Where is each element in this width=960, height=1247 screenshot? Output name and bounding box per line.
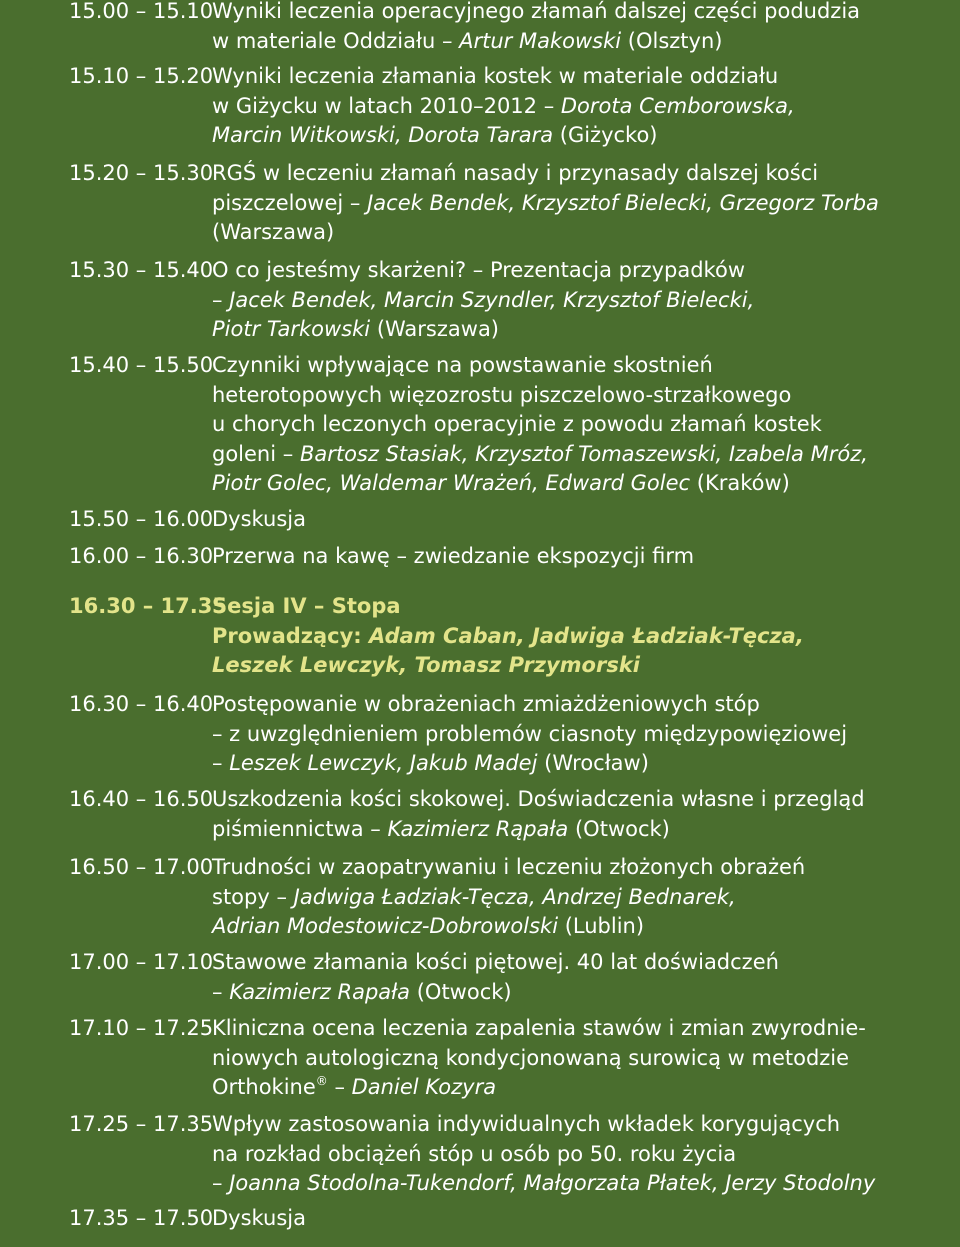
time-slot: 17.35 – 17.50 [69,1206,214,1230]
description-line [212,410,952,440]
description-line [212,542,952,572]
text-segment: (Otwock) [410,979,512,1004]
registered-mark: ® [315,1074,328,1088]
text-segment: (Kraków) [690,471,790,495]
description-line [212,218,952,248]
description-line [212,592,952,622]
author-names: Jadwiga Ładziak-Tęcza, Andrzej Bednarek, [293,884,736,909]
item-description [212,351,952,499]
text-segment: (Olsztyn) [621,28,723,53]
item-description [212,1014,952,1103]
description-line [212,1140,952,1170]
text-segment: – z uwzględnieniem problemów ciasnoty międzypowięziowej [212,721,848,746]
text-segment: – [327,1075,352,1099]
text-segment: Dyskusja [212,1206,307,1230]
description-line [212,749,952,779]
item-description [212,0,952,56]
description-line [212,1204,952,1234]
text-segment: Czynniki wpływające na powstawanie skostnień [212,353,713,377]
description-line [212,690,952,720]
author-names: Adam Caban, Jadwiga Ładziak-Tęcza, [369,623,804,648]
time-slot: 16.00 – 16.30 [69,544,214,568]
text-segment: w Giżycku w latach 2010–2012 – [212,93,561,118]
description-line [212,440,952,470]
author-names: Kazimierz Rąpała [387,816,569,841]
item-description [212,948,952,1007]
time-slot: 17.25 – 17.35 [69,1112,214,1136]
text-segment: w materiale Oddziału – [212,28,460,53]
description-line [212,1073,952,1103]
item-description [212,785,952,844]
text-segment: (Lublin) [558,914,645,938]
item-description [212,256,952,345]
description-line [212,92,952,122]
time-slot: 16.30 – 17.35 [69,594,227,618]
text-segment: – [212,287,230,312]
item-description [212,690,952,779]
description-line [212,62,952,92]
text-segment: Kliniczna ocena leczenia zapalenia stawów i zmian zwyrodnie- [212,1016,866,1040]
text-segment: (Warszawa) [370,317,500,341]
description-line [212,189,952,219]
item-description [212,159,952,248]
text-segment: Sesja IV – Stopa [212,594,401,618]
text-segment: – [212,979,230,1004]
description-line [212,853,952,883]
author-names: Piotr Tarkowski [212,317,371,341]
author-names: Jacek Bendek, Marcin Szyndler, Krzysztof Bielecki, [229,287,755,312]
author-names: Leszek Lewczyk, Tomasz Przymorski [212,653,640,677]
author-names: Jacek Bendek, Krzysztof Bielecki, Grzegorz Torba [367,190,879,215]
text-segment: Wyniki leczenia operacyjnego złamań dalszej części podudzia [212,0,861,23]
description-line [212,912,952,942]
description-line [212,315,952,345]
description-line [212,286,952,316]
author-names: Dorota Cemborowska, [560,93,795,118]
item-description [212,62,952,151]
text-segment: stopy – [212,884,294,909]
time-slot: 15.00 – 15.10 [69,0,214,23]
description-line [212,1169,952,1199]
description-line [212,27,952,57]
description-line [212,815,952,845]
text-segment: Wyniki leczenia złamania kostek w materiale oddziału [212,64,779,88]
author-names: Adrian Modestowicz-Dobrowolski [212,914,559,938]
time-slot: 17.00 – 17.10 [69,950,214,974]
time-slot: 15.40 – 15.50 [69,353,214,377]
description-line [212,1110,952,1140]
text-segment: (Wrocław) [537,751,649,775]
description-line [212,256,952,286]
item-description [212,505,952,535]
description-line [212,1014,952,1044]
description-line [212,978,952,1008]
text-segment: Prowadzący: [212,623,370,648]
text-segment: Dyskusja [212,507,307,531]
description-line [212,381,952,411]
text-segment: RGŚ w leczeniu złamań nasady i przynasady dalszej kości [212,161,819,185]
description-line [212,121,952,151]
text-segment: (Giżycko) [553,123,658,147]
text-segment: Postępowanie w obrażeniach zmiażdżeniowych stóp [212,692,760,716]
description-line [212,505,952,535]
time-slot: 15.10 – 15.20 [69,64,214,88]
time-slot: 15.50 – 16.00 [69,507,214,531]
text-segment: u chorych leczonych operacyjnie z powodu złamań kostek [212,412,822,436]
text-segment: – [212,1171,230,1195]
author-names: Leszek Lewczyk, Jakub Madej [229,751,538,775]
time-slot: 17.10 – 17.25 [69,1016,214,1040]
text-segment: Trudności w zaopatrywaniu i leczeniu złożonych obrażeń [212,855,806,879]
item-description [212,1110,952,1199]
item-description [212,592,952,681]
item-description [212,853,952,942]
author-names: Kazimierz Rapała [229,979,411,1004]
description-line [212,351,952,381]
text-segment: Przerwa na kawę – zwiedzanie ekspozycji firm [212,544,695,568]
text-segment: Orthokine [212,1075,316,1099]
description-line [212,469,952,499]
description-line [212,1044,952,1074]
time-slot: 15.30 – 15.40 [69,258,214,282]
text-segment: piszczelowej – [212,190,368,215]
author-names: Artur Makowski [459,28,622,53]
text-segment: Uszkodzenia kości skokowej. Doświadczenia własne i przegląd [212,787,865,811]
description-line [212,720,952,750]
text-segment: na rozkład obciążeń stóp u osób po 50. roku życia [212,1141,737,1166]
time-slot: 16.30 – 16.40 [69,692,214,716]
text-segment: Stawowe złamania kości piętowej. 40 lat doświadczeń [212,950,779,974]
text-segment: heterotopowych więzozrostu piszczelowo-strzałkowego [212,382,792,407]
description-line [212,883,952,913]
text-segment: (Otwock) [568,816,670,841]
description-line [212,651,952,681]
description-line [212,159,952,189]
text-segment: (Warszawa) [212,220,335,244]
text-segment: – [212,751,230,775]
author-names: Joanna Stodolna-Tukendorf, Małgorzata Płatek, Jerzy Stodolny [229,1171,876,1195]
description-line [212,0,952,27]
text-segment: Wpływ zastosowania indywidualnych wkładek korygujących [212,1112,841,1136]
description-line [212,622,952,652]
text-segment: piśmiennictwa – [212,816,388,841]
author-names: Bartosz Stasiak, Krzysztof Tomaszewski, Izabela Mróz, [299,441,868,466]
author-names: Daniel Kozyra [351,1075,497,1099]
text-segment: O co jesteśmy skarżeni? – Prezentacja przypadków [212,258,745,282]
time-slot: 16.50 – 17.00 [69,855,214,879]
description-line [212,948,952,978]
author-names: Marcin Witkowski, Dorota Tarara [212,123,554,147]
text-segment: goleni – [212,441,300,466]
author-names: Piotr Golec, Waldemar Wrażeń, Edward Golec [212,471,691,495]
item-description [212,542,952,572]
time-slot: 16.40 – 16.50 [69,787,214,811]
text-segment: niowych autologiczną kondycjonowaną surowicą w metodzie [212,1045,850,1070]
description-line [212,785,952,815]
item-description [212,1204,952,1234]
time-slot: 15.20 – 15.30 [69,161,214,185]
